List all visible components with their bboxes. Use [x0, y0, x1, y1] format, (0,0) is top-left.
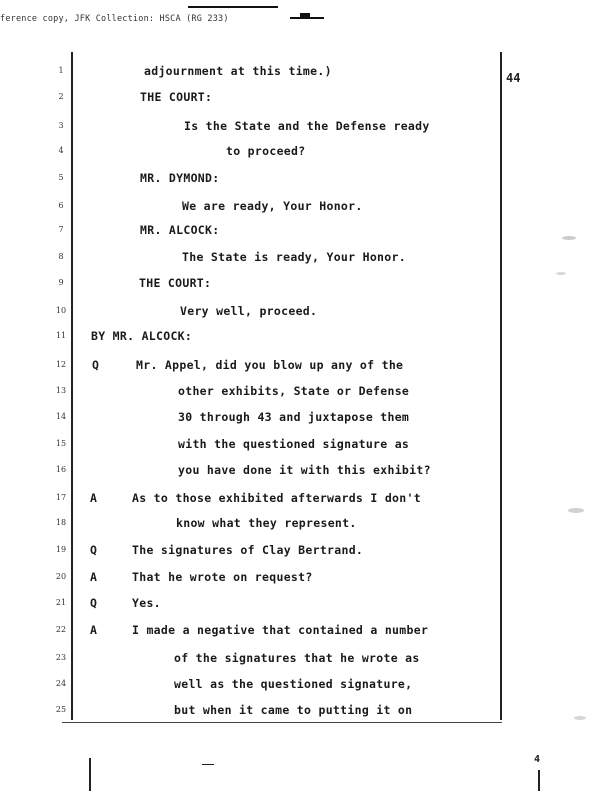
line-number: 5: [58, 173, 64, 182]
line-number: 19: [55, 545, 67, 554]
line-number: 25: [55, 705, 67, 714]
transcript-line: [0, 199, 612, 219]
line-number: 15: [55, 439, 67, 448]
transcript-line: [0, 437, 612, 457]
line-text: THE COURT:: [140, 90, 213, 104]
transcript-line: [0, 703, 612, 723]
transcript-line: [0, 623, 612, 643]
line-number: 20: [55, 572, 67, 581]
transcript-line: [0, 463, 612, 483]
line-text: you have done it with this exhibit?: [178, 463, 431, 477]
line-number: 12: [55, 360, 67, 369]
transcript-line: [0, 543, 612, 563]
line-text: Very well, proceed.: [180, 304, 318, 318]
speaker-marker: A: [90, 570, 97, 584]
transcript-line: [0, 677, 612, 697]
transcript-line: [0, 144, 612, 164]
line-text: adjournment at this time.): [144, 64, 332, 78]
line-number: 2: [58, 92, 64, 101]
line-text: to proceed?: [226, 144, 306, 158]
bottom-center-scan-mark: [202, 764, 214, 765]
transcript-line: [0, 491, 612, 511]
scan-speck: [574, 716, 586, 720]
archive-header: ference copy, JFK Collection: HSCA (RG 233): [0, 14, 229, 24]
line-text: MR. DYMOND:: [140, 171, 220, 185]
line-text: I made a negative that contained a number: [132, 623, 429, 637]
line-number: 3: [58, 121, 64, 130]
line-text: other exhibits, State or Defense: [178, 384, 410, 398]
transcript-line: [0, 384, 612, 404]
bottom-right-scan-mark: [538, 770, 540, 791]
line-text: 30 through 43 and juxtapose them: [178, 410, 410, 424]
top-scan-mark-2: [290, 17, 324, 19]
transcript-line: [0, 119, 612, 139]
line-text: MR. ALCOCK:: [140, 223, 220, 237]
line-text: well as the questioned signature,: [174, 677, 413, 691]
line-number: 4: [58, 146, 64, 155]
line-text: with the questioned signature as: [178, 437, 410, 451]
line-text: Mr. Appel, did you blow up any of the: [136, 358, 404, 372]
line-number: 22: [55, 625, 67, 634]
scan-speck: [556, 272, 566, 275]
line-number: 6: [58, 201, 64, 210]
line-text: That he wrote on request?: [132, 570, 313, 584]
speaker-marker: A: [90, 623, 97, 637]
bottom-left-scan-mark: [89, 758, 91, 791]
line-text: Is the State and the Defense ready: [184, 119, 430, 133]
line-text: know what they represent.: [176, 516, 357, 530]
speaker-marker: Q: [92, 358, 99, 372]
line-number: 17: [55, 493, 67, 502]
line-text: The signatures of Clay Bertrand.: [132, 543, 364, 557]
speaker-marker: Q: [90, 543, 97, 557]
line-number: 16: [55, 465, 67, 474]
line-number: 9: [58, 278, 64, 287]
transcript-line: [0, 410, 612, 430]
line-text: THE COURT:: [139, 276, 212, 290]
transcript-line: [0, 223, 612, 243]
line-number: 10: [55, 306, 67, 315]
scan-speck: [568, 508, 584, 513]
line-number: 14: [55, 412, 67, 421]
page-number: 44: [506, 71, 521, 85]
line-number: 24: [55, 679, 67, 688]
line-number: 13: [55, 386, 67, 395]
transcript-line: [0, 90, 612, 110]
transcript-line: [0, 171, 612, 191]
top-scan-mark-3: [300, 13, 310, 17]
transcript-line: [0, 358, 612, 378]
line-text: The State is ready, Your Honor.: [182, 250, 406, 264]
line-number: 18: [55, 518, 67, 527]
line-number: 1: [58, 66, 64, 75]
line-text: but when it came to putting it on: [174, 703, 413, 717]
scan-speck: [562, 236, 576, 240]
line-text: As to those exhibited afterwards I don't: [132, 491, 421, 505]
line-number: 7: [58, 225, 64, 234]
transcript-line: [0, 329, 612, 349]
top-scan-mark: [188, 6, 278, 8]
line-text: of the signatures that he wrote as: [174, 651, 420, 665]
transcript-line: [0, 516, 612, 536]
transcript-line: [0, 276, 612, 296]
transcript-line: [0, 651, 612, 671]
line-text: We are ready, Your Honor.: [182, 199, 363, 213]
line-text: BY MR. ALCOCK:: [91, 329, 193, 343]
transcript-line: [0, 64, 612, 84]
corner-mark: 4: [534, 754, 541, 765]
speaker-marker: A: [90, 491, 97, 505]
line-number: 23: [55, 653, 67, 662]
transcript-line: [0, 570, 612, 590]
line-number: 11: [55, 331, 67, 340]
line-text: Yes.: [132, 596, 161, 610]
line-number: 8: [58, 252, 64, 261]
transcript-line: [0, 250, 612, 270]
transcript-line: [0, 596, 612, 616]
speaker-marker: Q: [90, 596, 97, 610]
line-number: 21: [55, 598, 67, 607]
transcript-line: [0, 304, 612, 324]
